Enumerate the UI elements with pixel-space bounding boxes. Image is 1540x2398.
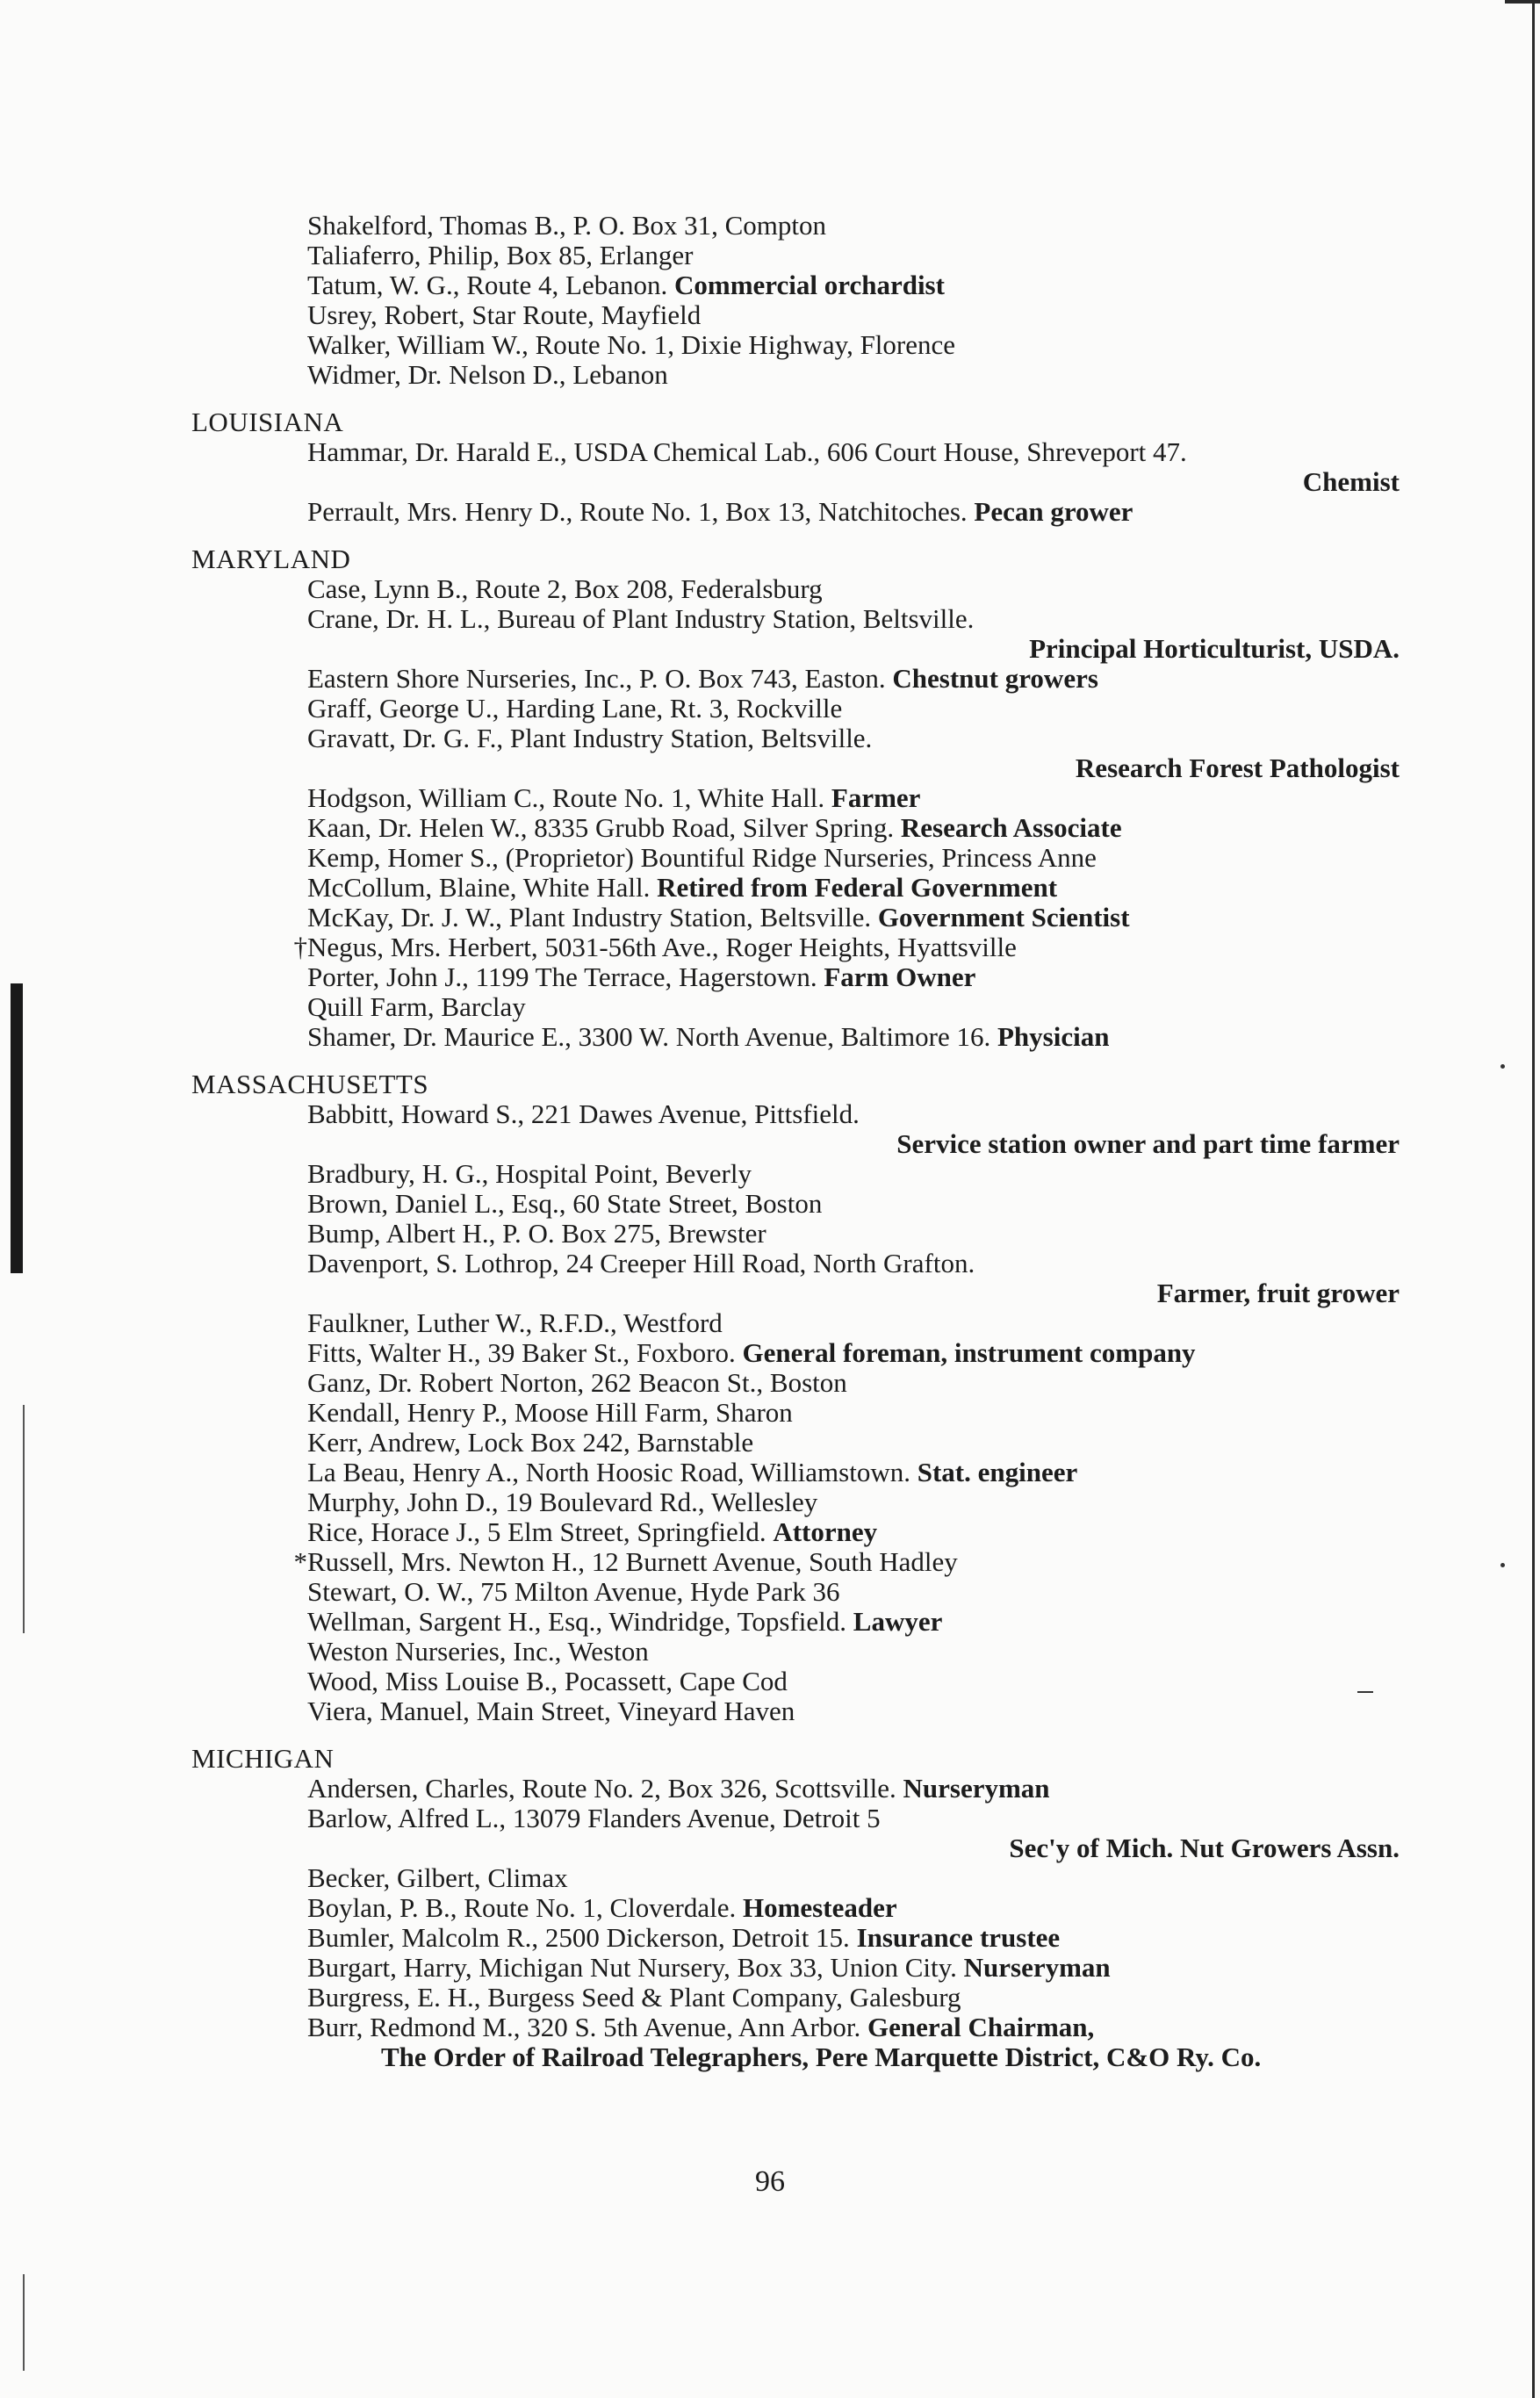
- member-address: Rice, Horace J., 5 Elm Street, Springfield.: [307, 1516, 766, 1547]
- member-entry: [293, 1546, 1400, 1577]
- binding-mark: [11, 983, 23, 1273]
- member-occupation: Attorney: [773, 1516, 878, 1547]
- member-entry: [307, 330, 1400, 360]
- member-entry: [307, 211, 1400, 241]
- member-address: Perrault, Mrs. Henry D., Route No. 1, Box 13, Natchitoches.: [307, 496, 968, 527]
- member-address: Kemp, Homer S., (Proprietor) Bountiful Ridge Nurseries, Princess Anne: [307, 842, 1097, 873]
- member-entry: [307, 1774, 1400, 1804]
- member-address: Case, Lynn B., Route 2, Box 208, Federalsburg: [307, 573, 823, 604]
- member-occupation: General foreman, instrument company: [742, 1337, 1196, 1368]
- member-entry: [307, 1022, 1400, 1052]
- member-entry: [307, 1607, 1400, 1637]
- member-entry: [307, 437, 1400, 467]
- member-address: Brown, Daniel L., Esq., 60 State Street, Boston: [307, 1188, 823, 1219]
- member-address: Hodgson, William C., Route No. 1, White Hall.: [307, 782, 825, 813]
- member-address: Shakelford, Thomas B., P. O. Box 31, Compton: [307, 210, 827, 241]
- member-entry: [307, 1249, 1400, 1278]
- member-entry: [307, 783, 1400, 813]
- member-address: Kaan, Dr. Helen W., 8335 Grubb Road, Silver Spring.: [307, 812, 895, 843]
- member-occupation: Research Associate: [900, 812, 1122, 843]
- member-address: Tatum, W. G., Route 4, Lebanon.: [307, 270, 668, 300]
- member-address: Porter, John J., 1199 The Terrace, Hagerstown.: [307, 961, 817, 992]
- member-occupation: Homesteader: [742, 1892, 897, 1923]
- member-address: Kerr, Andrew, Lock Box 242, Barnstable: [307, 1427, 754, 1458]
- member-address: Widmer, Dr. Nelson D., Lebanon: [307, 359, 668, 390]
- member-address: Bradbury, H. G., Hospital Point, Beverly: [307, 1158, 752, 1189]
- member-entry: [307, 1219, 1400, 1249]
- member-entry: [307, 1863, 1400, 1893]
- member-entry: [307, 574, 1400, 604]
- member-address: McKay, Dr. J. W., Plant Industry Station, Beltsville.: [307, 902, 872, 933]
- member-entry: [307, 1189, 1400, 1219]
- scan-edge-top: [1505, 0, 1540, 4]
- binding-mark-bottom: [23, 2274, 25, 2371]
- occupation-line: Service station owner and part time farmer: [896, 1128, 1400, 1159]
- member-address: Crane, Dr. H. L., Bureau of Plant Industry Station, Beltsville.: [307, 603, 975, 634]
- member-address: Kendall, Henry P., Moose Hill Farm, Sharon: [307, 1397, 793, 1428]
- member-address: Burgart, Harry, Michigan Nut Nursery, Box 33, Union City.: [307, 1952, 957, 1983]
- member-occupation: Stat. engineer: [917, 1457, 1078, 1487]
- member-occupation: Retired from Federal Government: [657, 872, 1058, 903]
- member-address: Negus, Mrs. Herbert, 5031-56th Ave., Roger Heights, Hyattsville: [307, 932, 1017, 962]
- member-entry: [307, 241, 1400, 270]
- member-address: Stewart, O. W., 75 Milton Avenue, Hyde Park 36: [307, 1576, 840, 1607]
- scan-edge-right: [1532, 0, 1535, 2398]
- member-occupation: Commercial orchardist: [674, 270, 945, 300]
- member-address: Walker, William W., Route No. 1, Dixie Highway, Florence: [307, 329, 956, 360]
- member-entry: [307, 1923, 1400, 1953]
- member-address: Davenport, S. Lothrop, 24 Creeper Hill Road, North Grafton.: [307, 1248, 975, 1278]
- member-entry: [307, 1696, 1400, 1726]
- member-occupation: Government Scientist: [877, 902, 1130, 933]
- member-address: Ganz, Dr. Robert Norton, 262 Beacon St., Boston: [307, 1367, 847, 1398]
- entry-mark: *: [293, 1546, 307, 1577]
- member-entry: [307, 813, 1400, 843]
- member-occupation: General Chairman,: [867, 2012, 1095, 2042]
- occupation-line: Principal Horticulturist, USDA.: [1029, 633, 1400, 664]
- member-address: La Beau, Henry A., North Hoosic Road, Williamstown.: [307, 1457, 910, 1487]
- member-entry: [307, 962, 1400, 992]
- member-entry: [307, 1577, 1400, 1607]
- state-section: [191, 1069, 1400, 1726]
- member-address: Babbitt, Howard S., 221 Dawes Avenue, Pittsfield.: [307, 1098, 860, 1129]
- member-entry: [307, 1159, 1400, 1189]
- state-heading: MARYLAND: [191, 544, 351, 574]
- member-address: McCollum, Blaine, White Hall.: [307, 872, 651, 903]
- member-entry: [307, 497, 1400, 527]
- member-address: Boylan, P. B., Route No. 1, Cloverdale.: [307, 1892, 737, 1923]
- scan-speck: [1500, 1064, 1505, 1069]
- member-occupation: Farm Owner: [824, 961, 976, 992]
- member-entry: [307, 873, 1400, 903]
- member-address: Shamer, Dr. Maurice E., 3300 W. North Avenue, Baltimore 16.: [307, 1021, 991, 1052]
- member-entry: [307, 1953, 1400, 1983]
- member-entry: [307, 604, 1400, 634]
- member-entry: [307, 360, 1400, 390]
- member-entry: [307, 1487, 1400, 1517]
- occupation-line: Chemist: [1302, 466, 1400, 497]
- member-entry: [307, 1458, 1400, 1487]
- member-entry: [307, 1667, 1400, 1696]
- member-address: Russell, Mrs. Newton H., 12 Burnett Avenue, South Hadley: [307, 1546, 958, 1577]
- member-address: Burgress, E. H., Burgess Seed & Plant Company, Galesburg: [307, 1982, 961, 2013]
- member-entry: [307, 1983, 1400, 2013]
- member-entry: [307, 1308, 1400, 1338]
- member-address: Quill Farm, Barclay: [307, 991, 526, 1022]
- page-number: 96: [755, 2165, 785, 2198]
- member-address: Faulkner, Luther W., R.F.D., Westford: [307, 1307, 723, 1338]
- member-entry: [307, 300, 1400, 330]
- occupation-line: Research Forest Pathologist: [1075, 753, 1400, 783]
- member-address: Becker, Gilbert, Climax: [307, 1862, 568, 1893]
- member-occupation: Chestnut growers: [892, 663, 1098, 694]
- member-address: Bump, Albert H., P. O. Box 275, Brewster: [307, 1218, 766, 1249]
- scan-speck: [1500, 1563, 1505, 1567]
- member-occupation: Nurseryman: [963, 1952, 1111, 1983]
- state-section: [191, 1743, 1400, 2072]
- member-occupation: Nurseryman: [903, 1773, 1050, 1804]
- member-occupation: Pecan grower: [974, 496, 1133, 527]
- member-entry: [307, 992, 1400, 1022]
- state-section: [248, 211, 1400, 390]
- state-heading: MICHIGAN: [191, 1743, 335, 1774]
- member-entry: [307, 724, 1400, 753]
- member-entry: [307, 1804, 1400, 1833]
- member-entry: [307, 843, 1400, 873]
- state-section: [191, 407, 1400, 527]
- binding-mark-thin: [23, 1405, 25, 1633]
- member-entry: [293, 932, 1400, 962]
- member-entry: [307, 1338, 1400, 1368]
- member-address: Burr, Redmond M., 320 S. 5th Avenue, Ann Arbor.: [307, 2012, 861, 2042]
- member-entry: [307, 2013, 1400, 2042]
- member-address: Weston Nurseries, Inc., Weston: [307, 1636, 649, 1667]
- member-entry: [307, 1099, 1400, 1129]
- entry-mark: †: [293, 932, 307, 962]
- member-address: Andersen, Charles, Route No. 2, Box 326, Scottsville.: [307, 1773, 896, 1804]
- member-address: Usrey, Robert, Star Route, Mayfield: [307, 299, 702, 330]
- member-address: Eastern Shore Nurseries, Inc., P. O. Box 743, Easton.: [307, 663, 886, 694]
- member-entry: [307, 1398, 1400, 1428]
- member-occupation: Lawyer: [853, 1606, 943, 1637]
- member-entry: [307, 664, 1400, 694]
- member-address: Wellman, Sargent H., Esq., Windridge, Topsfield.: [307, 1606, 847, 1637]
- member-address: Barlow, Alfred L., 13079 Flanders Avenue, Detroit 5: [307, 1803, 881, 1833]
- member-address: Fitts, Walter H., 39 Baker St., Foxboro.: [307, 1337, 736, 1368]
- member-address: Taliaferro, Philip, Box 85, Erlanger: [307, 240, 694, 270]
- member-occupation: Insurance trustee: [856, 1922, 1061, 1953]
- member-occupation: Physician: [997, 1021, 1110, 1052]
- member-occupation: Farmer: [831, 782, 921, 813]
- member-entry: [307, 694, 1400, 724]
- member-entry: [307, 1893, 1400, 1923]
- state-heading: LOUISIANA: [191, 407, 344, 437]
- occupation-line: Farmer, fruit grower: [1156, 1278, 1400, 1308]
- member-address: Bumler, Malcolm R., 2500 Dickerson, Detroit 15.: [307, 1922, 850, 1953]
- member-entry: [307, 903, 1400, 933]
- member-address: Murphy, John D., 19 Boulevard Rd., Wellesley: [307, 1487, 818, 1517]
- member-entry: [307, 1428, 1400, 1458]
- member-entry: [307, 1517, 1400, 1547]
- member-address: Hammar, Dr. Harald E., USDA Chemical Lab., 606 Court House, Shreveport 47.: [307, 436, 1187, 467]
- member-address: Wood, Miss Louise B., Pocassett, Cape Cod: [307, 1666, 788, 1696]
- directory-page: [191, 210, 1400, 2072]
- member-entry: [307, 1368, 1400, 1398]
- member-entry: [307, 270, 1400, 300]
- occupation-line: Sec'y of Mich. Nut Growers Assn.: [1009, 1833, 1400, 1863]
- member-address: Graff, George U., Harding Lane, Rt. 3, Rockville: [307, 693, 843, 724]
- occupation-line: The Order of Railroad Telegraphers, Pere Marquette District, C&O Ry. Co.: [381, 2042, 1262, 2072]
- state-heading: MASSACHUSETTS: [191, 1069, 429, 1099]
- state-section: [191, 544, 1400, 1052]
- member-address: Gravatt, Dr. G. F., Plant Industry Station, Beltsville.: [307, 723, 873, 753]
- member-entry: [307, 1637, 1400, 1667]
- member-address: Viera, Manuel, Main Street, Vineyard Haven: [307, 1696, 795, 1726]
